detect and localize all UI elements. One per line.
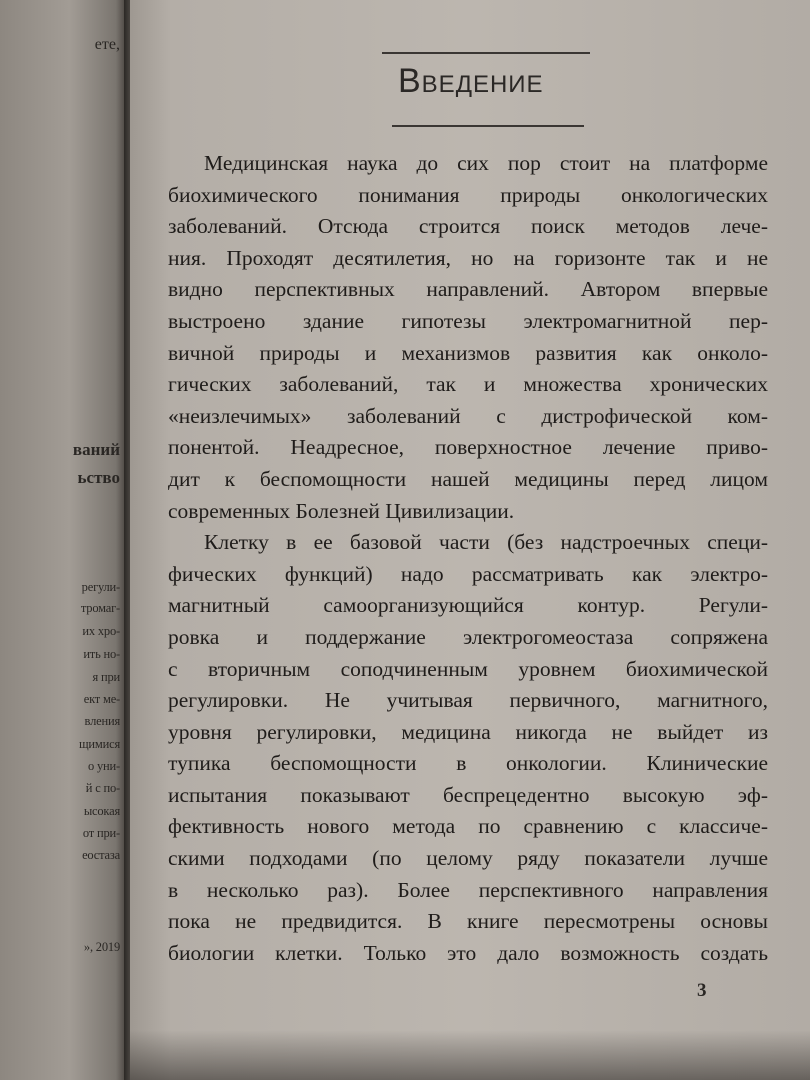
left-page-fragment: регули-	[81, 580, 120, 594]
left-page-fragment: й с по-	[85, 781, 120, 795]
left-page-fragment: ьство	[77, 468, 120, 487]
left-page-fragment: ект ме-	[83, 692, 120, 706]
text-line: ния. Проходят десятилетия, но на горизонте так и не	[168, 245, 768, 270]
text-line: испытания показывают беспрецедентно высокую эф-	[168, 782, 768, 807]
left-page-fragment: я при	[92, 670, 120, 684]
text-line: биологии клетки. Только это дало возможность создать	[168, 940, 768, 965]
body-text	[168, 148, 768, 969]
chapter-title: Введение	[398, 62, 544, 100]
text-line: фективность нового метода по сравнению с классиче-	[168, 814, 768, 839]
text-line: Клетку в ее базовой части (без надстроечных специ-	[204, 530, 768, 555]
left-page-fragment: их хро-	[82, 624, 120, 638]
text-line: заболеваний. Отсюда строится поиск методов лече-	[168, 214, 768, 239]
left-page-fragment: », 2019	[83, 940, 120, 954]
text-line: тупика беспомощности в онкологии. Клинические	[168, 751, 768, 776]
left-page-fragment: вления	[84, 714, 120, 728]
left-page-fragment: ваний	[72, 440, 120, 459]
text-line: выстроено здание гипотезы электромагнитной пер-	[168, 308, 768, 333]
right-page	[130, 0, 810, 1080]
paragraph	[168, 527, 768, 969]
text-line: магнитный самоорганизующийся контур. Регули-	[168, 593, 768, 618]
text-line: уровня регулировки, медицина никогда не выйдет из	[168, 719, 768, 744]
left-page-fragment: щимися	[78, 737, 120, 751]
page-bottom-shadow	[130, 1030, 810, 1080]
left-page-fragment: о уни-	[88, 759, 120, 773]
text-line: современных Болезней Цивилизации.	[168, 498, 515, 523]
left-page	[0, 0, 126, 1080]
text-line: гических заболеваний, так и множества хронических	[168, 372, 768, 397]
text-line: Медицинская наука до сих пор стоит на платформе	[204, 151, 768, 175]
title-rule-top	[382, 52, 590, 54]
left-page-fragment: ить но-	[83, 647, 120, 661]
text-line: пока не предвидится. В книге пересмотрены основы	[168, 909, 768, 934]
text-line: регулировки. Не учитывая первичного, магнитного,	[168, 688, 768, 713]
left-page-fragment: тромаг-	[80, 601, 120, 615]
left-page-fragment: ете,	[94, 36, 120, 53]
text-line: понентой. Неадресное, поверхностное лечение приво-	[168, 435, 768, 460]
page-number: 3	[697, 980, 707, 1001]
text-line: дит к беспомощности нашей медицины перед лицом	[168, 466, 768, 491]
title-rule-bottom	[392, 125, 584, 127]
text-line: биохимического понимания природы онкологических	[168, 182, 768, 207]
text-line: ровка и поддержание электрогомеостаза сопряжена	[168, 624, 768, 649]
text-line: фических функций) надо рассматривать как электро-	[168, 561, 768, 586]
text-line: вичной природы и механизмов развития как онколо-	[168, 340, 768, 365]
paragraph	[168, 148, 768, 527]
left-page-fragment: от при-	[82, 826, 120, 840]
text-line: «неизлечимых» заболеваний с дистрофической ком-	[168, 403, 768, 428]
left-page-fragment: ысокая	[83, 804, 120, 818]
text-line: видно перспективных направлений. Автором впервые	[168, 277, 768, 302]
text-line: с вторичным соподчиненным уровнем биохимической	[168, 656, 768, 681]
left-page-fragment: еостаза	[82, 848, 120, 862]
text-line: в несколько раз). Более перспективного направления	[168, 877, 768, 902]
text-line: скими подходами (по целому ряду показатели лучше	[168, 846, 768, 871]
